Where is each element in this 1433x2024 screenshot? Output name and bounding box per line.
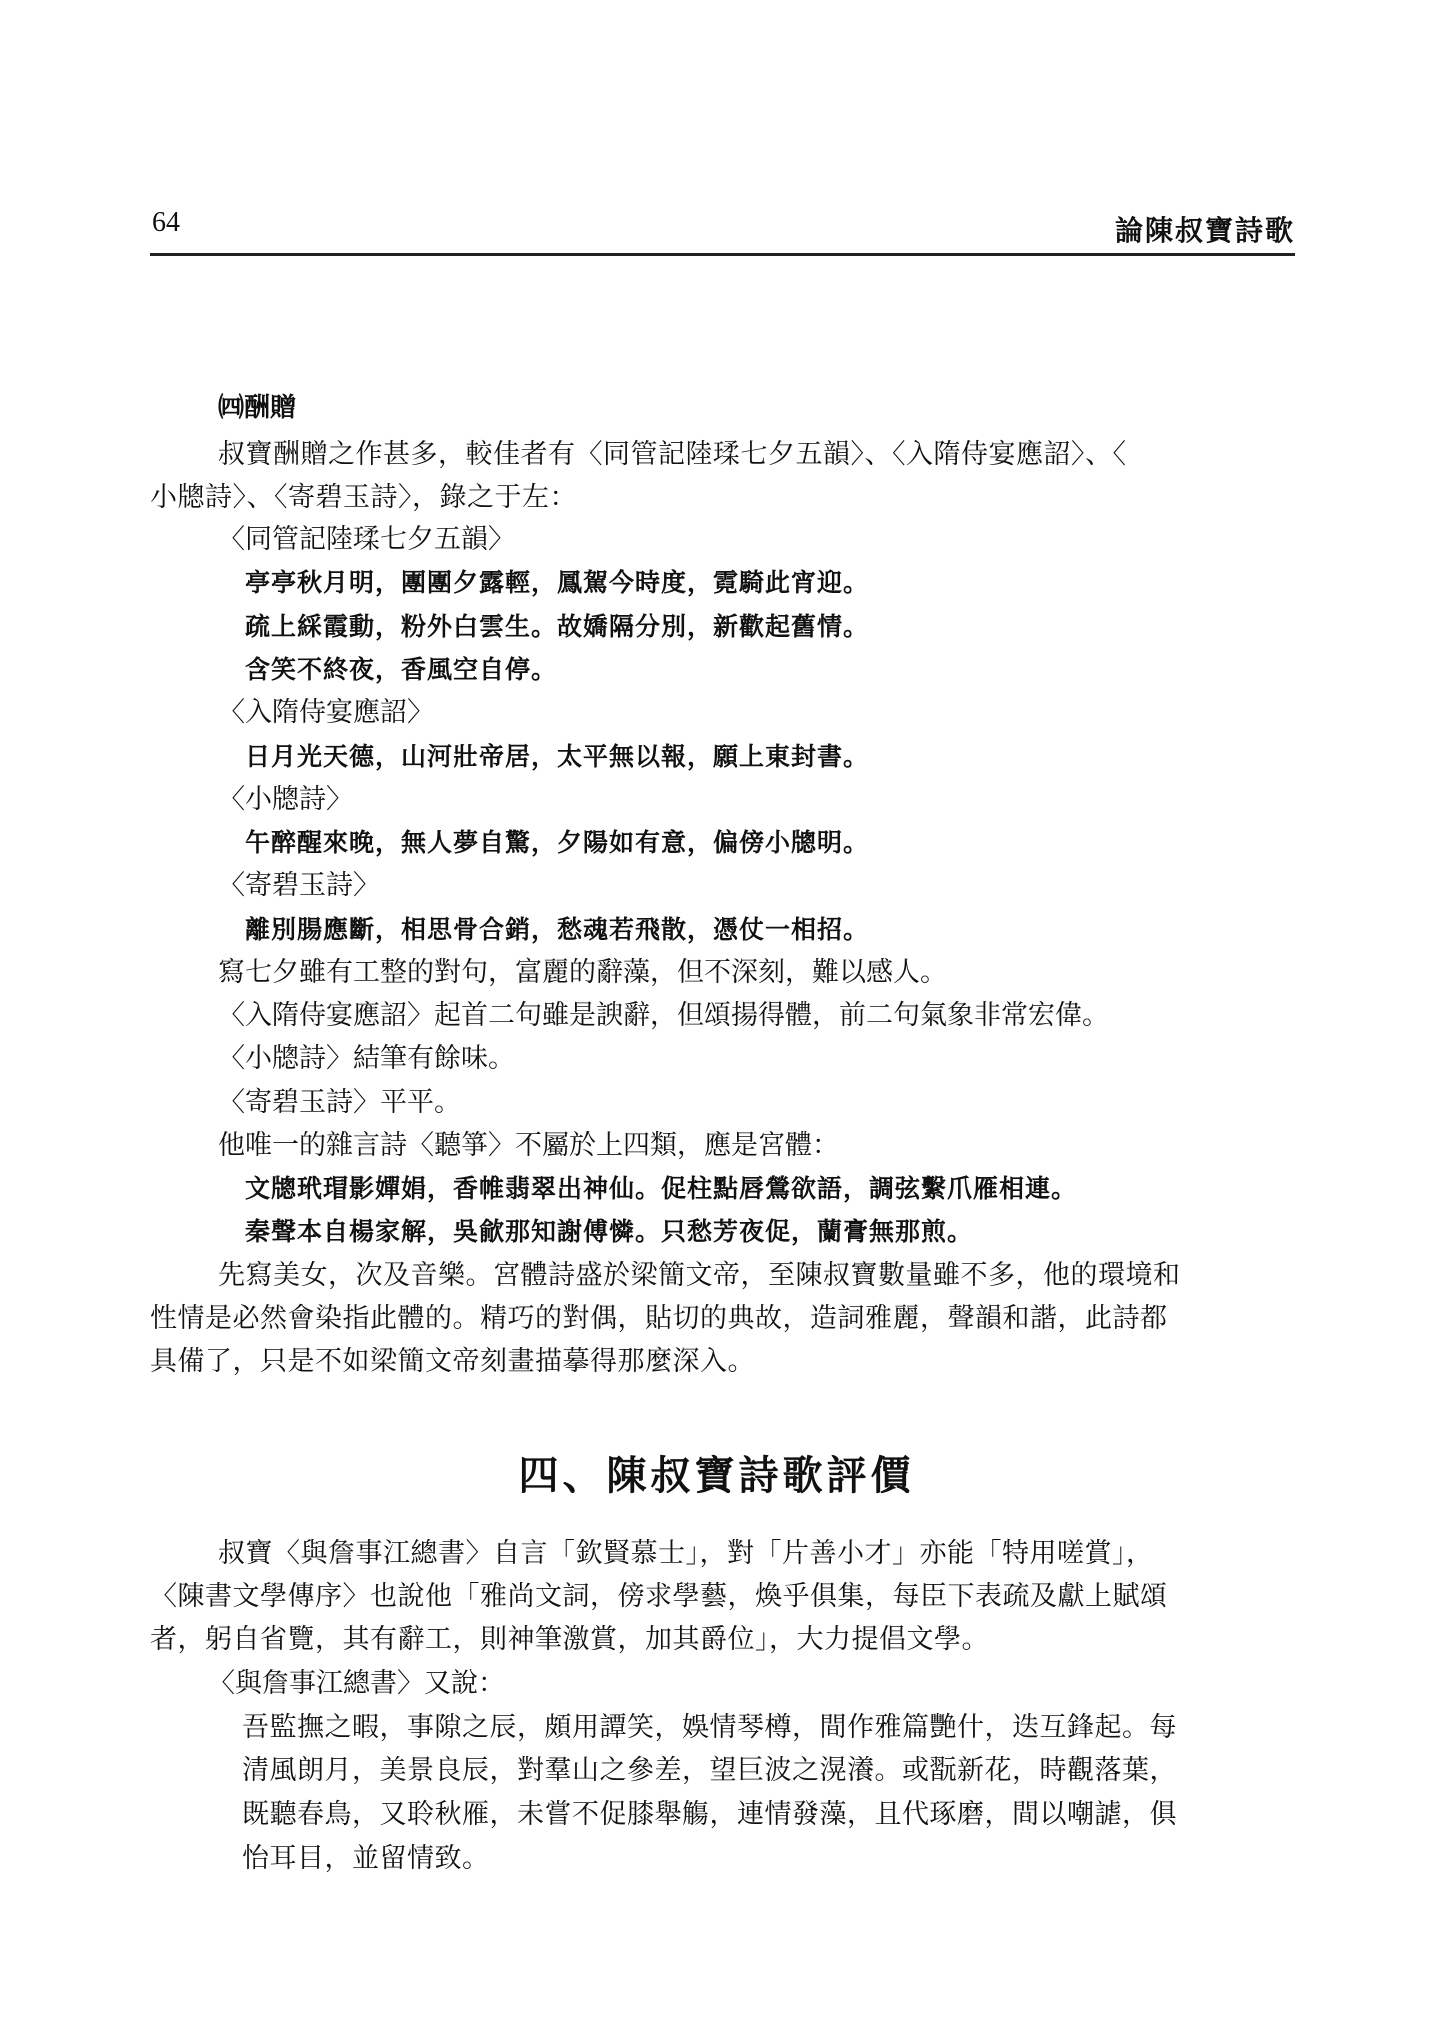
poem-line: 秦聲本自楊家解，吳歈那知謝傅憐。只愁芳夜促，蘭膏無那煎。 [245,1217,974,1246]
comment-line: 〈小牕詩〉結筆有餘味。 [218,1043,515,1074]
intro-line-2: 小牕詩〉、〈寄碧玉詩〉，錄之于左： [150,482,577,513]
comment-line: 寫七夕雖有工整的對句，富麗的辭藻，但不深刻，難以感人。 [218,957,947,988]
quote-line: 清風朗月，美景良辰，對羣山之參差，望巨波之滉瀁。或翫新花，時觀落葉， [242,1755,1177,1786]
paragraph-line: 者，躬自省覽，其有辭工，則神筆激賞，加其爵位」，大力提倡文學。 [150,1624,989,1655]
paragraph-line: 〈與詹事江總書〉又說： [208,1668,505,1699]
poem-line: 疏上綵霞動，粉外白雲生。故嬌隔分別，新歡起舊情。 [245,612,870,641]
quote-line: 怡耳目，並留情致。 [242,1843,490,1874]
subsection-label: ㈣酬贈 [218,393,297,423]
paragraph-line: 叔寶〈與詹事江總書〉自言「欽賢慕士」，對「片善小才」亦能「特用嗟賞」， [218,1538,1154,1569]
conclusion-line: 具備了，只是不如梁簡文帝刻畫描摹得那麼深入。 [150,1346,755,1377]
poem-line: 亭亭秋月明，團團夕露輕，鳳駕今時度，霓騎此宵迎。 [245,568,870,597]
paragraph-line: 〈陳書文學傳序〉也說他「雅尚文詞，傍求學藝，煥乎俱集，每臣下表疏及獻上賦頌 [150,1581,1168,1612]
running-title: 論陳叔寶詩歌 [1114,214,1295,247]
poem-line: 文牕玳瑁影嬋娟，香帷翡翠出神仙。促柱點唇鶯欲語，調弦繫爪雁相連。 [245,1174,1078,1203]
poem-title: 〈小牕詩〉 [218,784,353,815]
poem-line: 含笑不終夜，香風空自停。 [245,655,558,684]
comment-line: 〈入隋侍宴應詔〉起首二句雖是諛辭，但頌揚得體，前二句氣象非常宏偉。 [218,1000,1109,1031]
poem-line: 離別腸應斷，相思骨合銷，愁魂若飛散，憑仗一相招。 [245,915,870,944]
page-number: 64 [152,207,180,238]
section-heading: 四、陳叔寶詩歌評價 [518,1453,915,1499]
poem-line: 日月光天德，山河壯帝居，太平無以報，願上東封書。 [245,742,870,771]
quote-line: 既聽春鳥，又聆秋雁，未嘗不促膝舉觴，連情發藻，且代琢磨，間以嘲謔，俱 [242,1799,1177,1830]
comment-line: 〈寄碧玉詩〉平平。 [218,1087,461,1118]
poem-line: 午醉醒來晚，無人夢自驚，夕陽如有意，偏傍小牕明。 [245,828,870,857]
page-header [150,205,1295,256]
conclusion-line: 先寫美女，次及音樂。宮體詩盛於梁簡文帝，至陳叔寶數量雖不多，他的環境和 [218,1260,1181,1291]
intro-line-1: 叔寶酬贈之作甚多，較佳者有〈同管記陸瑈七夕五韻〉、〈入隋侍宴應詔〉、〈 [218,439,1127,470]
quote-line: 吾監撫之暇，事隙之辰，頗用譚笑，娛情琴樽，間作雅篇艷什，迭互鋒起。每 [242,1712,1177,1743]
poem-title: 〈寄碧玉詩〉 [218,870,380,901]
poem-title: 〈同管記陸瑈七夕五韻〉 [218,524,515,555]
conclusion-line: 性情是必然會染指此體的。精巧的對偶，貼切的典故，造詞雅麗，聲韻和諧，此詩都 [150,1303,1168,1334]
comment-line: 他唯一的雜言詩〈聽箏〉不屬於上四類，應是宮體： [218,1130,839,1161]
poem-title: 〈入隋侍宴應詔〉 [218,697,434,728]
